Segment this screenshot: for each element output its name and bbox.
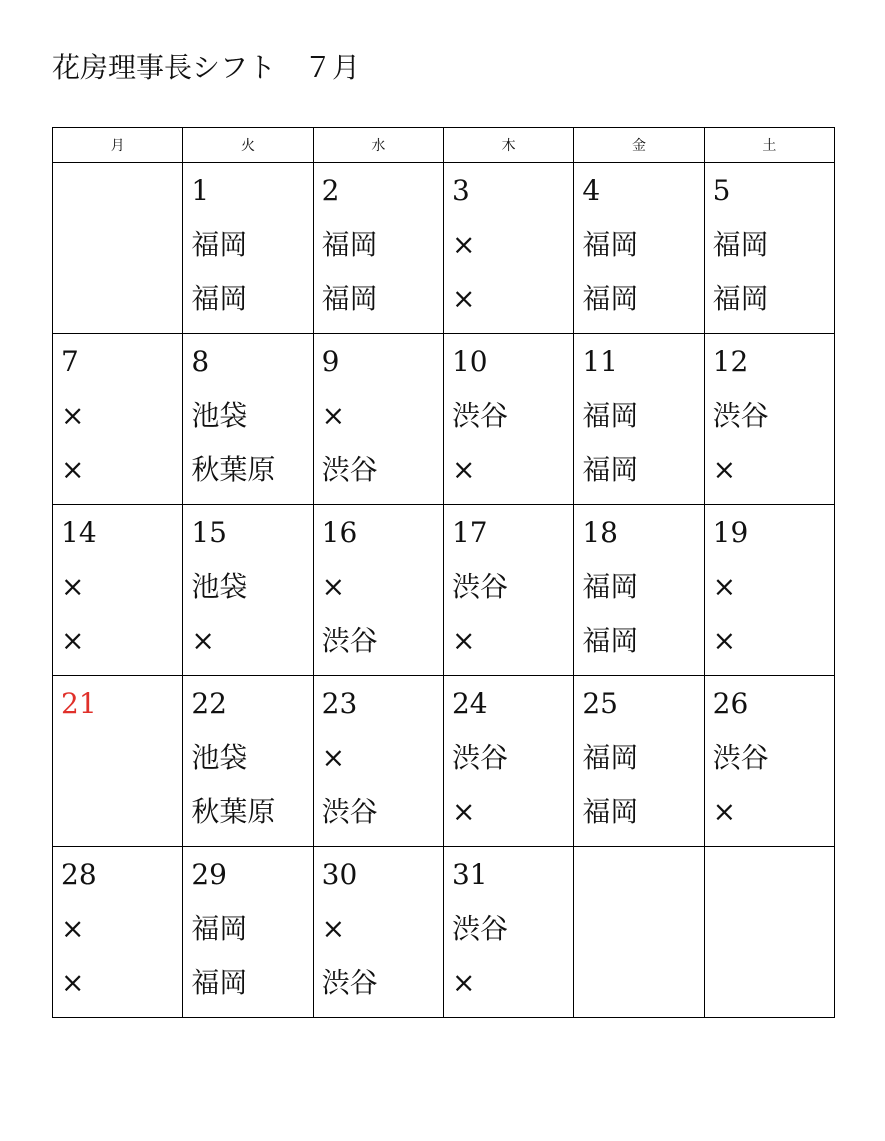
- day-number: 24: [451, 687, 488, 720]
- day-cell-content: [183, 505, 312, 675]
- shift-entry-second: 渋谷: [321, 624, 378, 657]
- shift-entry-first: ×: [321, 741, 346, 774]
- day-cell: [313, 163, 443, 334]
- day-cell: [313, 334, 443, 505]
- day-cell-content: [183, 676, 312, 846]
- day-number: 25: [582, 687, 618, 720]
- day-cell-content: [574, 676, 703, 846]
- calendar-body: [53, 163, 835, 1018]
- page-title: 花房理事長シフト ７月: [52, 51, 361, 84]
- day-cell-content: [314, 847, 443, 1017]
- shift-entry-first: 福岡: [582, 570, 639, 603]
- shift-entry-second: 秋葉原: [191, 795, 276, 828]
- day-cell: [313, 505, 443, 676]
- shift-entry-first: 渋谷: [451, 741, 508, 774]
- shift-entry-first: [61, 738, 182, 792]
- shift-entry-first: ×: [321, 912, 346, 945]
- day-number: 29: [191, 858, 227, 891]
- day-cell-content: [444, 847, 573, 1017]
- day-number: 8: [191, 345, 210, 378]
- day-cell-content: [444, 505, 573, 675]
- shift-entry-second: ×: [712, 795, 737, 828]
- day-cell: [574, 676, 704, 847]
- shift-entry-second: ×: [451, 624, 476, 657]
- weekday-header-thu: 木: [443, 128, 573, 163]
- day-cell: [53, 334, 183, 505]
- shift-entry-second: 福岡: [191, 282, 248, 315]
- day-cell: [443, 676, 573, 847]
- day-cell: [574, 334, 704, 505]
- day-cell: [704, 163, 834, 334]
- day-number: 12: [712, 345, 749, 378]
- day-cell-content: [53, 505, 182, 675]
- shift-entry-second: ×: [61, 966, 85, 999]
- day-cell: [574, 163, 704, 334]
- shift-entry-second: ×: [61, 624, 85, 657]
- shift-entry-second: 福岡: [582, 624, 639, 657]
- shift-entry-second: 渋谷: [321, 966, 378, 999]
- shift-calendar: [52, 127, 835, 1018]
- week-row: [53, 163, 835, 334]
- shift-entry-second: [582, 963, 703, 1017]
- day-cell: [704, 847, 834, 1018]
- shift-entry-second: 渋谷: [321, 795, 378, 828]
- shift-entry-first: 池袋: [191, 570, 248, 603]
- shift-entry-first: 池袋: [191, 399, 248, 432]
- day-number: 23: [321, 687, 358, 720]
- shift-entry-second: ×: [451, 282, 476, 315]
- shift-entry-first: 渋谷: [712, 399, 769, 432]
- day-cell: [574, 505, 704, 676]
- day-number: 31: [451, 858, 488, 891]
- day-number: 21: [61, 687, 97, 720]
- day-cell: [443, 334, 573, 505]
- day-cell-content: [314, 334, 443, 504]
- weekday-header-row: [53, 128, 835, 163]
- day-cell-content: [705, 163, 834, 333]
- shift-entry-second: 福岡: [582, 795, 639, 828]
- shift-entry-second: ×: [451, 453, 476, 486]
- shift-entry-second: ×: [191, 624, 215, 657]
- shift-entry-first: 渋谷: [451, 912, 508, 945]
- day-cell: [183, 847, 313, 1018]
- day-number: 2: [321, 174, 340, 207]
- day-cell-content: [574, 334, 703, 504]
- shift-entry-first: ×: [61, 912, 85, 945]
- weekday-header-fri: 金: [574, 128, 704, 163]
- shift-entry-first: ×: [321, 399, 346, 432]
- day-cell-content: [53, 163, 182, 333]
- day-number: 19: [712, 516, 749, 549]
- day-cell-content: [444, 163, 573, 333]
- shift-entry-first: ×: [61, 570, 85, 603]
- day-cell-content: [574, 505, 703, 675]
- day-cell-content: [705, 505, 834, 675]
- day-cell-content: [705, 334, 834, 504]
- day-cell-content: [574, 847, 703, 1017]
- day-number: 15: [191, 516, 227, 549]
- day-cell: [574, 847, 704, 1018]
- day-number: [582, 855, 703, 909]
- shift-entry-second: 福岡: [321, 282, 378, 315]
- shift-entry-second: 福岡: [582, 453, 639, 486]
- weekday-header-mon: 月: [53, 128, 183, 163]
- day-number: [713, 855, 834, 909]
- shift-entry-second: 渋谷: [321, 453, 378, 486]
- day-number: 10: [451, 345, 488, 378]
- day-number: [61, 171, 182, 225]
- day-cell: [183, 163, 313, 334]
- shift-entry-first: ×: [712, 570, 737, 603]
- shift-entry-second: [713, 963, 834, 1017]
- day-number: 3: [451, 174, 470, 207]
- shift-entry-first: 福岡: [191, 228, 248, 261]
- day-cell: [704, 505, 834, 676]
- shift-entry-first: 福岡: [582, 741, 639, 774]
- day-number: 26: [712, 687, 749, 720]
- week-row: [53, 505, 835, 676]
- day-number: 30: [321, 858, 358, 891]
- day-number: 4: [582, 174, 601, 207]
- shift-entry-first: 渋谷: [451, 570, 508, 603]
- day-cell-content: [183, 334, 312, 504]
- day-cell: [313, 676, 443, 847]
- shift-entry-second: 福岡: [191, 966, 248, 999]
- day-cell: [443, 163, 573, 334]
- day-number: 7: [61, 345, 79, 378]
- day-number: 17: [451, 516, 488, 549]
- weekday-header-sat: 土: [704, 128, 834, 163]
- day-cell: [443, 505, 573, 676]
- shift-entry-second: 福岡: [712, 282, 769, 315]
- day-cell: [53, 676, 183, 847]
- day-cell-content: [53, 334, 182, 504]
- day-cell: [704, 334, 834, 505]
- shift-entry-second: ×: [451, 795, 476, 828]
- day-cell: [704, 676, 834, 847]
- shift-entry-first: 福岡: [712, 228, 769, 261]
- day-number: 11: [582, 345, 618, 378]
- day-cell-content: [53, 676, 182, 846]
- day-cell: [53, 847, 183, 1018]
- shift-entry-first: ×: [61, 399, 85, 432]
- shift-entry-second: 福岡: [582, 282, 639, 315]
- shift-entry-second: ×: [61, 453, 85, 486]
- shift-entry-first: [61, 225, 182, 279]
- shift-entry-second: [61, 792, 182, 846]
- day-cell-content: [314, 505, 443, 675]
- shift-entry-first: [582, 909, 703, 963]
- day-cell-content: [314, 163, 443, 333]
- shift-entry-first: 渋谷: [712, 741, 769, 774]
- shift-entry-first: 渋谷: [451, 399, 508, 432]
- day-cell-content: [183, 847, 312, 1017]
- day-cell: [53, 505, 183, 676]
- day-cell-content: [705, 676, 834, 846]
- day-cell-content: [53, 847, 182, 1017]
- shift-entry-first: ×: [451, 228, 476, 261]
- shift-entry-second: ×: [712, 624, 737, 657]
- shift-entry-first: 福岡: [321, 228, 378, 261]
- day-number: 22: [191, 687, 227, 720]
- weekday-header-wed: 水: [313, 128, 443, 163]
- week-row: [53, 676, 835, 847]
- day-cell-content: [705, 847, 834, 1017]
- weekday-header-tue: 火: [183, 128, 313, 163]
- day-cell: [183, 676, 313, 847]
- day-number: 14: [61, 516, 97, 549]
- shift-entry-first: 福岡: [582, 228, 639, 261]
- day-cell: [313, 847, 443, 1018]
- day-number: 16: [321, 516, 358, 549]
- day-cell: [53, 163, 183, 334]
- day-cell-content: [183, 163, 312, 333]
- day-cell: [183, 334, 313, 505]
- day-cell: [183, 505, 313, 676]
- shift-entry-first: 福岡: [582, 399, 639, 432]
- shift-entry-first: ×: [321, 570, 346, 603]
- day-number: 28: [61, 858, 97, 891]
- day-cell-content: [444, 676, 573, 846]
- shift-entry-second: ×: [712, 453, 737, 486]
- day-cell-content: [444, 334, 573, 504]
- week-row: [53, 847, 835, 1018]
- day-number: 18: [582, 516, 618, 549]
- day-number: 9: [321, 345, 340, 378]
- day-cell-content: [574, 163, 703, 333]
- week-row: [53, 334, 835, 505]
- shift-entry-second: 秋葉原: [191, 453, 276, 486]
- day-number: 5: [712, 174, 731, 207]
- shift-entry-second: ×: [451, 966, 476, 999]
- day-cell: [443, 847, 573, 1018]
- shift-entry-first: [713, 909, 834, 963]
- day-cell-content: [314, 676, 443, 846]
- shift-entry-second: [61, 279, 182, 333]
- shift-entry-first: 福岡: [191, 912, 248, 945]
- shift-entry-first: 池袋: [191, 741, 248, 774]
- day-number: 1: [191, 174, 210, 207]
